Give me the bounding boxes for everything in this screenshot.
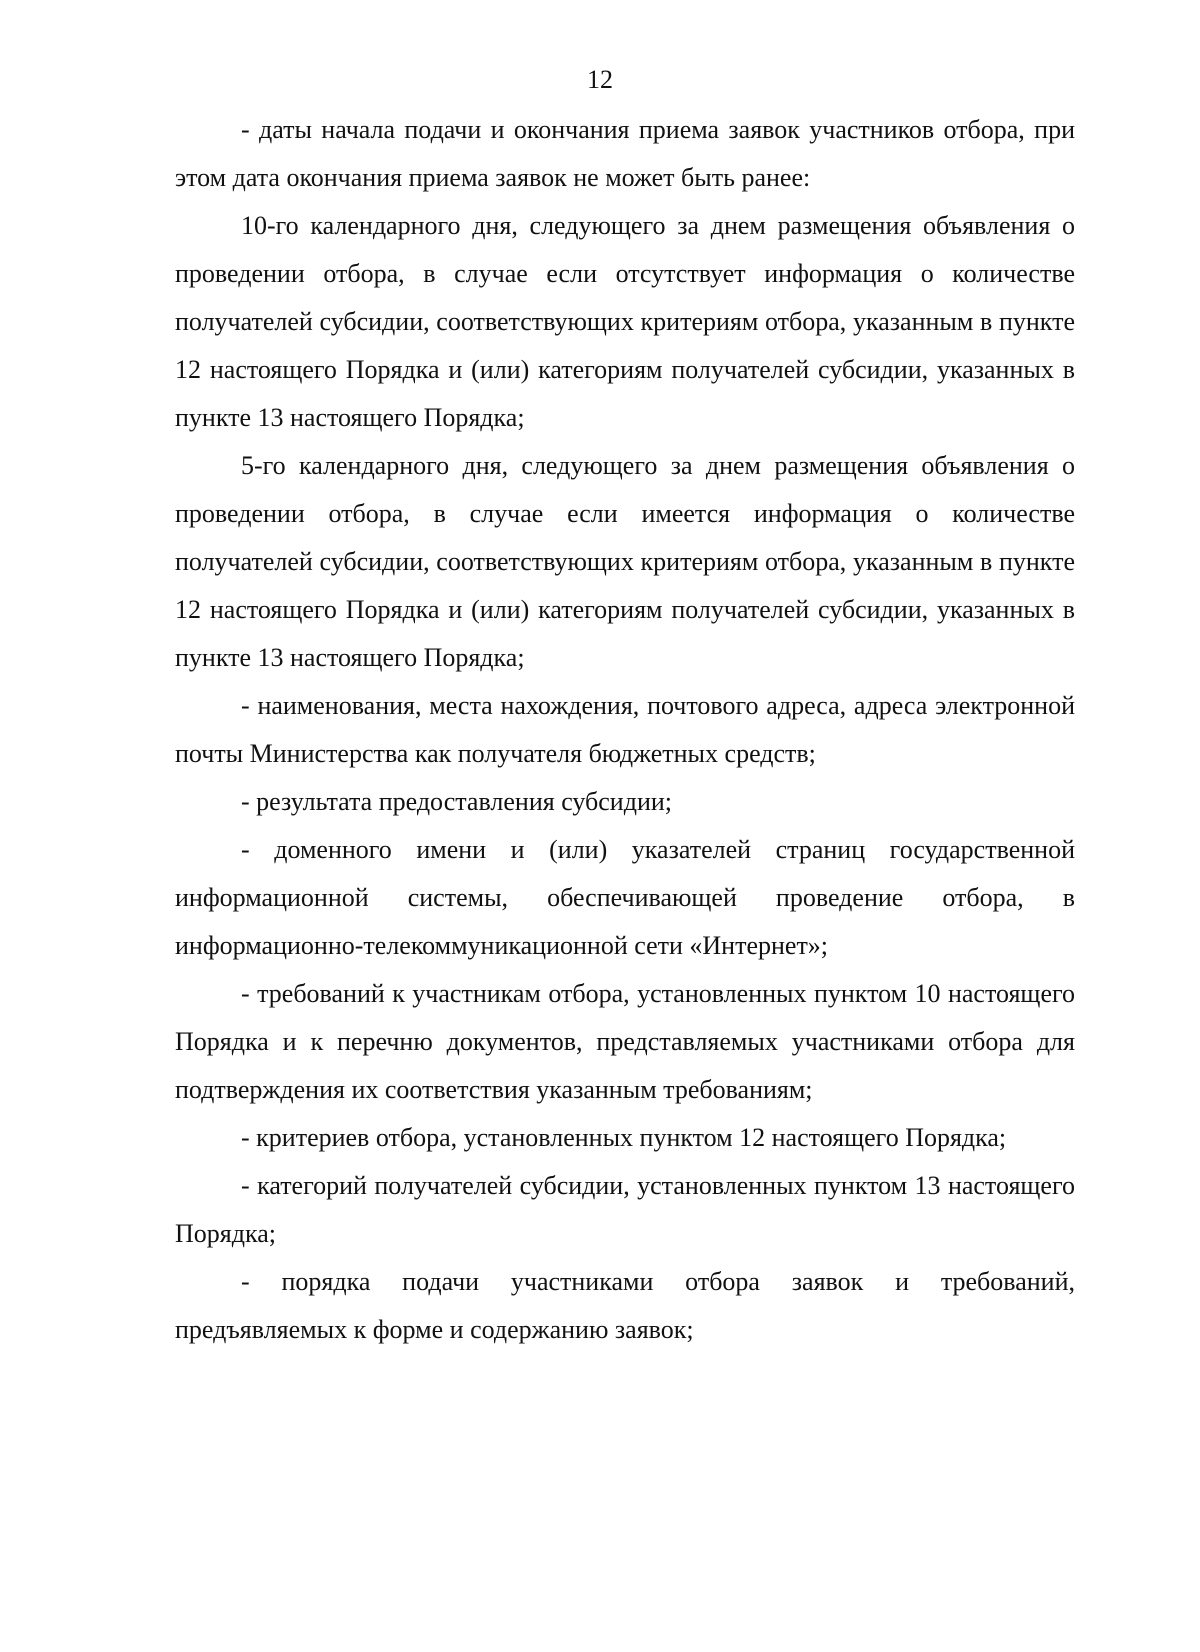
paragraph-5th-day: 5-го календарного дня, следующего за днем размещения объявления о проведении отбора, в случае если имеется информация о количестве получателей субсидии, соответствующих критериям отбора, указанным в пункте 12 настоящего Порядка и (или) категориям получателей субсидии, указанных в пункте 13 настоящего Порядка; [175,451,1075,672]
paragraph-selection-criteria: - критериев отбора, установленных пунктом 12 настоящего Порядка; [241,1123,1007,1152]
paragraph-subsidy-result: - результата предоставления субсидии; [241,787,673,816]
paragraph-recipient-categories: - категорий получателей субсидии, установленных пунктом 13 настоящего Порядка; [175,1171,1075,1248]
page-number: 12 [587,65,613,94]
paragraph-ministry-contacts: - наименования, места нахождения, почтового адреса, адреса электронной почты Министерства как получателя бюджетных средств; [175,691,1075,768]
paragraph-participant-requirements: - требований к участникам отбора, установленных пунктом 10 настоящего Порядка и к перечню документов, представляемых участниками отбора для подтверждения их соответствия указанным требованиям; [175,979,1075,1104]
paragraph-domain-name: - доменного имени и (или) указателей страниц государственной информационной системы, обеспечивающей проведение отбора, в информационно-телекоммуникационной сети «Интернет»; [175,835,1075,960]
paragraph-10th-day: 10-го календарного дня, следующего за днем размещения объявления о проведении отбора, в случае если отсутствует информация о количестве получателей субсидии, соответствующих критериям отбора, указанным в пункте 12 настоящего Порядка и (или) категориям получателей субсидии, указанных в пункте 13 настоящего Порядка; [175,211,1075,432]
document-body [175,106,1075,1354]
paragraph-application-dates: - даты начала подачи и окончания приема заявок участников отбора, при этом дата окончания приема заявок не может быть ранее: [175,115,1075,192]
paragraph-submission-procedure: - порядка подачи участниками отбора заявок и требований, предъявляемых к форме и содержанию заявок; [175,1267,1075,1344]
